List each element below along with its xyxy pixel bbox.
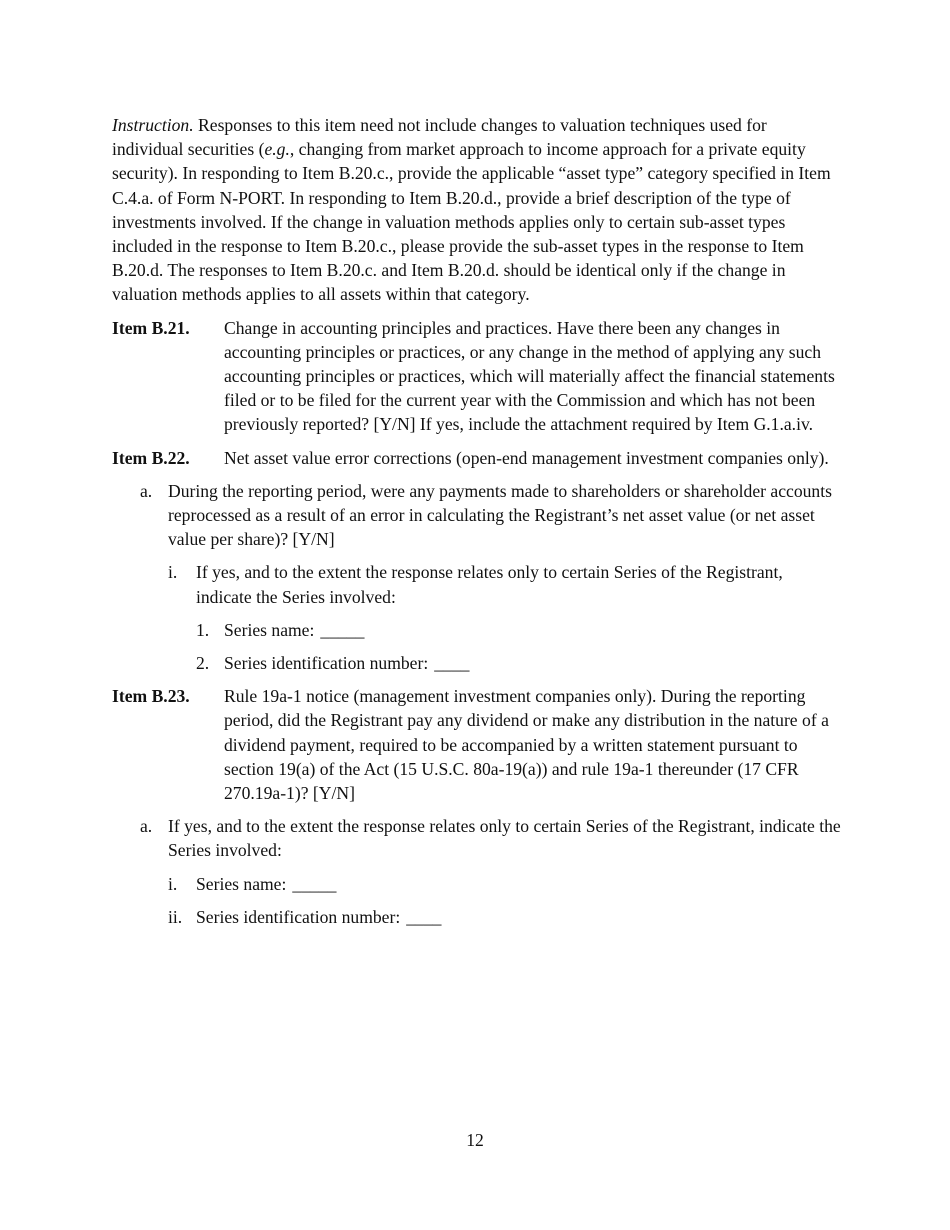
instruction-text-part-1: Responses to this item need not include changes to valuation techniques used for individual securities ( <box>112 115 767 160</box>
item-b23-series-name-blank: _____ <box>292 873 337 894</box>
item-b22-a-i-text: If yes, and to the extent the response relates only to certain Series of the Registrant, indicate the Series involved: <box>196 562 783 607</box>
item-b22-series-name-blank: _____ <box>320 619 365 640</box>
item-b22-series-id-blank: ____ <box>434 653 470 674</box>
instruction-eg: e.g. <box>264 139 290 160</box>
page-number: 12 <box>466 1130 484 1150</box>
instruction-paragraph <box>112 113 842 307</box>
item-b22-series-id <box>196 651 842 675</box>
instruction-text-part-2: , changing from market approach to income approach for a private equity security). In responding to Item B.20.c., provide the applicable “asset type” category specified in Item C.4.a. of Form N-PORT. In responding to Item B.20.d., provide a brief description of the type of investments involved. If the change in valuation methods applies only to certain sub-asset types included in the response to Item B.20.c., please provide the sub-asset types in the response to Item B.20.d. The responses to Item B.20.c. and Item B.20.d. should be identical only if the change in valuation methods applies to all assets within that category. <box>112 139 831 305</box>
item-b22-text: Net asset value error corrections (open-end management investment companies only). <box>224 447 829 468</box>
item-b23-series-id-marker: ii. <box>168 906 183 927</box>
item-b22-a-text: During the reporting period, were any payments made to shareholders or shareholder accounts reprocessed as a result of an error in calculating the Registrant’s net asset value (or net asset value per share)? [Y/N] <box>168 480 832 550</box>
item-b22-series-id-label: Series identification number: <box>224 653 429 674</box>
item-b22-label: Item B.22. <box>112 447 190 468</box>
item-b23-text: Rule 19a-1 notice (management investment companies only). During the reporting period, did the Registrant pay any dividend or make any distribution in the nature of a dividend payment, required to be accompanied by a written statement pursuant to section 19(a) of the Act (15 U.S.C. 80a-19(a)) and rule 19a-1 thereunder (17 CFR 270.19a-1)? [Y/N] <box>224 686 829 804</box>
document-page <box>112 113 842 938</box>
item-b23-series-id <box>168 905 842 929</box>
item-b21-text: Change in accounting principles and practices. Have there been any changes in accounting principles or practices, or any change in the method of applying any such accounting principles or practices, which will materially affect the financial statements filed or to be filed for the current year with the Commission and which has not been previously reported? [Y/N] If yes, include the attachment required by Item G.1.a.iv. <box>224 317 835 435</box>
item-b23 <box>112 684 842 805</box>
item-b21 <box>112 316 842 437</box>
item-b22-series-id-marker: 2. <box>196 653 210 674</box>
item-b23-label: Item B.23. <box>112 686 190 707</box>
item-b23-series-id-blank: ____ <box>406 906 442 927</box>
item-b22-series-name-marker: 1. <box>196 619 210 640</box>
item-b23-series-id-label: Series identification number: <box>196 906 401 927</box>
item-b22-a-marker: a. <box>140 480 153 501</box>
item-b23-a <box>140 814 842 862</box>
item-b23-series-name <box>168 872 842 896</box>
item-b22 <box>112 446 842 470</box>
item-b22-a-i <box>168 560 842 608</box>
item-b23-a-marker: a. <box>140 816 153 837</box>
item-b23-series-name-label: Series name: <box>196 873 287 894</box>
item-b23-series-name-marker: i. <box>168 873 178 894</box>
item-b22-a-i-marker: i. <box>168 562 178 583</box>
item-b23-a-text: If yes, and to the extent the response relates only to certain Series of the Registrant, indicate the Series involved: <box>168 816 841 861</box>
item-b22-series-name-label: Series name: <box>224 619 315 640</box>
item-b22-series-name <box>196 618 842 642</box>
item-b22-a <box>140 479 842 552</box>
item-b21-label: Item B.21. <box>112 317 190 338</box>
instruction-label: Instruction. <box>112 115 194 135</box>
